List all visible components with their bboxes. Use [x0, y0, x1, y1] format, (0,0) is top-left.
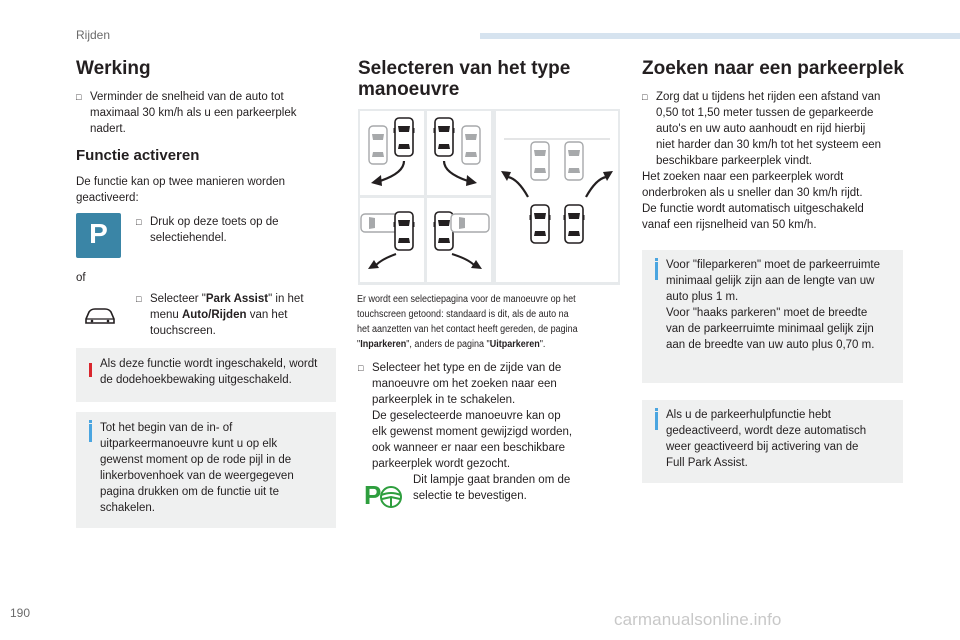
checkbox-bullet-icon: □ — [136, 294, 142, 304]
info-icon — [655, 262, 658, 280]
info-note-reactivation: Als u de parkeerhulpfunctie hebt gedeactiveerd, wordt deze automatisch weer geactiveerd bij activering van de Full Park Assist. — [642, 400, 903, 483]
info-icon — [89, 424, 92, 442]
zoeken-title: Zoeken naar een parkeerplek — [642, 58, 904, 79]
werking-title: Werking — [76, 58, 151, 79]
touchscreen-car-icon — [83, 302, 117, 328]
checkbox-bullet-icon: □ — [76, 92, 82, 102]
page-number: 190 — [10, 606, 31, 620]
manoeuvre-diagram-svg — [358, 109, 620, 285]
checkbox-bullet-icon: □ — [136, 217, 142, 227]
watermark: carmanualsonline.info — [614, 610, 782, 629]
section-label: Rijden — [76, 28, 111, 42]
bullet-select-menu: □ Selecteer "Park Assist" in het menu Auto/Rijden van het touchscreen. — [136, 293, 304, 337]
warning-note: Als deze functie wordt ingeschakeld, wordt de dodehoekbewaking uitgeschakeld. — [76, 348, 336, 402]
activation-intro: De functie kan op twee manieren worden geactiveerd: — [76, 176, 286, 204]
info-note-cancel: Tot het begin van de in- of uitparkeermanoeuvre kunt u op elk gewenst moment op de rode pijl in de linkerbovenhoek van de weergegeven pagina drukken om de functie uit te schakelen. — [76, 412, 336, 528]
info-note-space: Voor "fileparkeren" moet de parkeerruimte minimaal gelijk zijn aan de lengte van uw auto plus 1 m. Voor "haaks parkeren" moet de breedte van de parkeerruimte minimaal gelijk zijn aan de breedte van uw auto plus 0,70 m. — [642, 250, 903, 383]
functie-activeren-title: Functie activeren — [76, 147, 200, 164]
lamp-confirmation-text: Dit lampje gaat branden om de selectie te bevestigen. — [413, 474, 571, 502]
selecteren-title: Selecteren van het type manoeuvre — [358, 58, 571, 100]
bullet-press-button: □ Druk op deze toets op de selectiehendel. — [136, 216, 279, 244]
header-bar — [480, 33, 960, 39]
info-icon — [655, 412, 658, 430]
checkbox-bullet-icon: □ — [358, 363, 364, 373]
bullet-speed: □ Verminder de snelheid van de auto tot maximaal 30 km/h als u een parkeerplek nadert. — [76, 91, 297, 135]
park-assist-button-icon: P — [76, 213, 121, 258]
checkbox-bullet-icon: □ — [642, 92, 648, 102]
bullet-select-type: □ Selecteer het type en de zijde van de manoeuvre om het zoeken naar een parkeerplek in te schakelen. De geselecteerde manoeuvre kan op elk gewenst moment gewijzigd worden, ook wanneer er naar een beschikbare parkeerplek wordt gezocht. — [358, 362, 573, 470]
search-interrupt-paragraph: Het zoeken naar een parkeerplek wordt onderbroken als u sneller dan 30 km/h rijdt. De functie wordt automatisch uitgeschakeld vanaf een rijsnelheid van 50 km/h. — [642, 171, 864, 231]
bullet-distance: □ Zorg dat u tijdens het rijden een afstand van 0,50 tot 1,50 meter tussen de geparkeerde auto's en uw auto aanhoudt en rijd hierbij niet harder dan 30 km/h tot het systeem een beschikbare parkeerplek vindt. — [642, 91, 882, 167]
warning-icon — [89, 363, 92, 377]
manoeuvre-selection-diagram — [358, 109, 620, 285]
svg-text:P: P — [364, 480, 382, 510]
diagram-caption: Er wordt een selectiepagina voor de manoeuvre op het touchscreen getoond: standaard is dit, als de auto na het aanzetten van het contact heeft gereden, de pagina "Inparkeren", anders de pagina "Uitparkeren". — [357, 294, 578, 350]
park-assist-lamp-icon — [364, 480, 404, 510]
or-text: of — [76, 272, 86, 284]
